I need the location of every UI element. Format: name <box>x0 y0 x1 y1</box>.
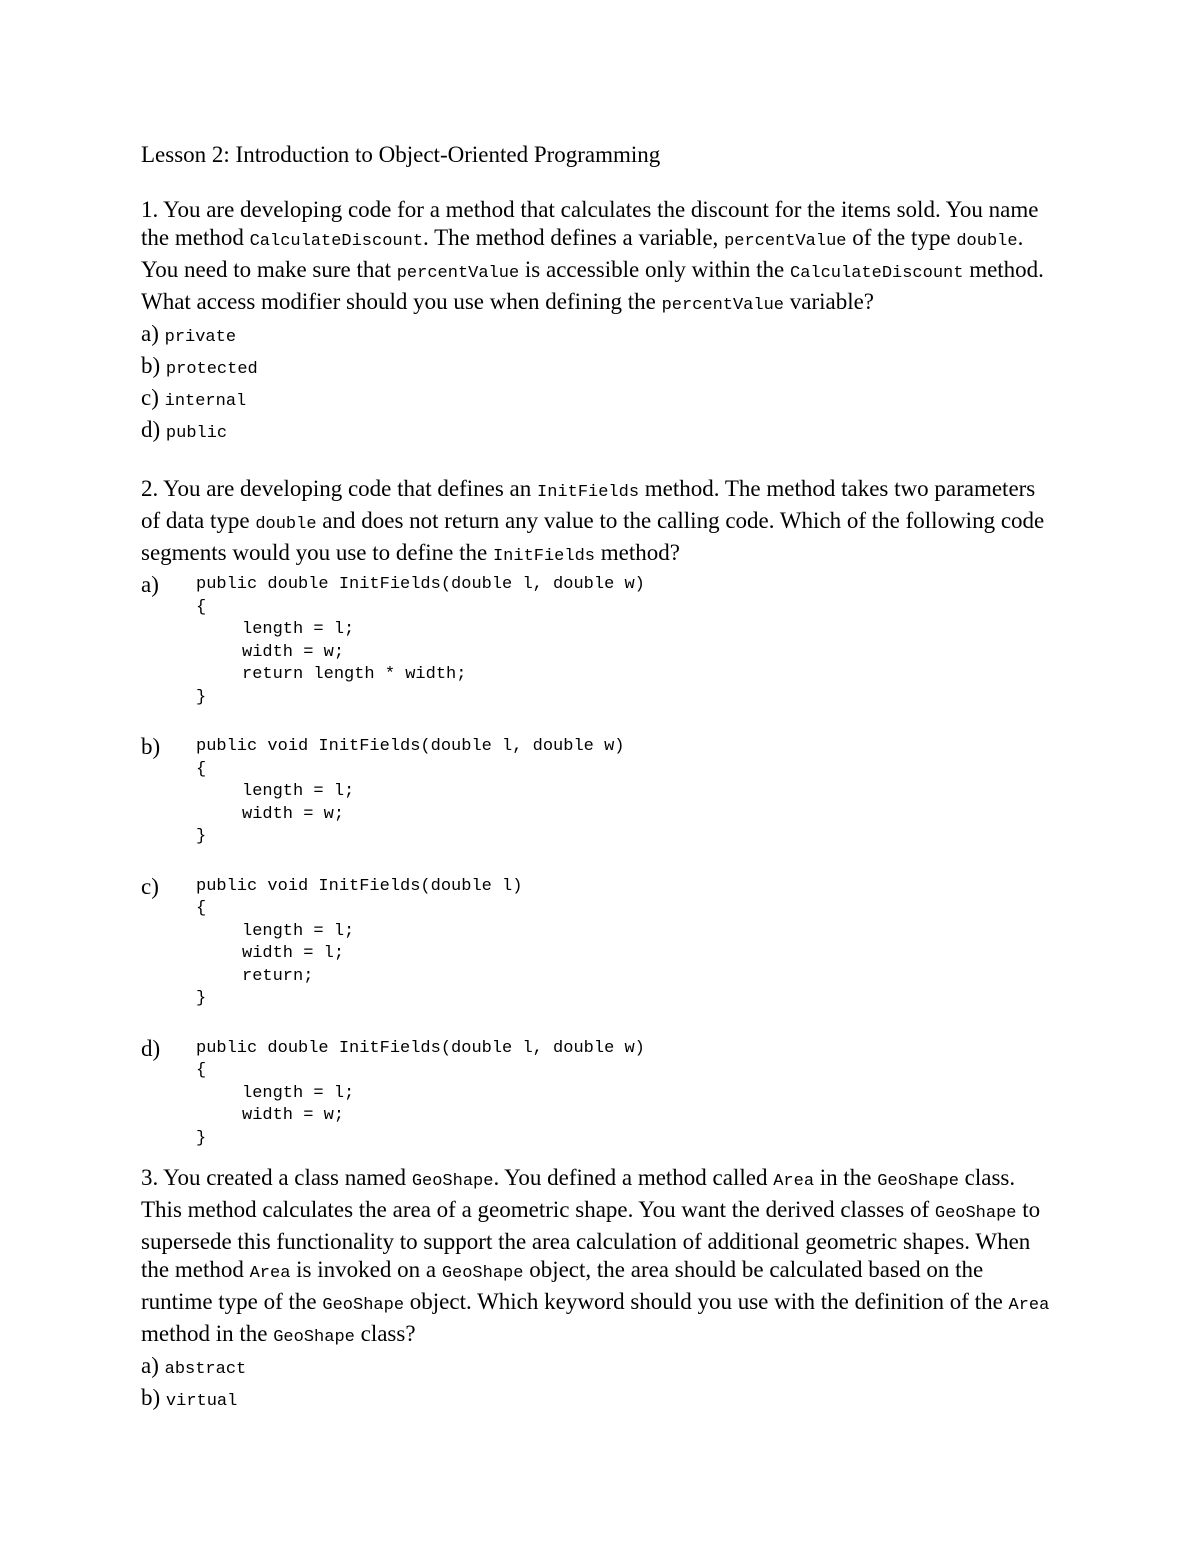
code-snippet <box>196 873 522 1011</box>
code-line: width = l; <box>242 944 345 963</box>
q3-text-part: to supersede this functionality to support the area calculation of additional geometric shapes. When the method <box>141 1197 1041 1282</box>
spacer <box>141 448 1051 475</box>
q1-code-term: percentValue <box>724 232 847 251</box>
q1-text-part: of the type <box>846 225 957 250</box>
code-line: } <box>196 827 207 846</box>
q1-text-part: . The method defines a variable, <box>423 225 725 250</box>
code-snippet <box>196 1035 645 1151</box>
q2-option-c <box>141 873 1051 1011</box>
code-line: width = w; <box>242 1106 345 1125</box>
question-1-text <box>141 196 1051 320</box>
q1-text-part: variable? <box>783 289 875 314</box>
spacer <box>141 1150 1051 1164</box>
q1-text-part: method. What access modifier should you use when defining the <box>141 257 1044 314</box>
option-letter: b) <box>141 353 166 378</box>
option-code: public <box>165 424 228 443</box>
code-line: { <box>196 597 207 617</box>
code-line: } <box>196 989 207 1008</box>
option-letter: a) <box>141 1353 165 1378</box>
q2-option-b <box>141 733 1051 849</box>
q1-option-b <box>141 352 1051 384</box>
q3-code-term: GeoShape <box>322 1296 405 1315</box>
code-snippet <box>196 571 645 709</box>
q1-option-d <box>141 416 1051 448</box>
q1-code-term: percentValue <box>661 296 784 315</box>
code-line: length = l; <box>242 1083 355 1103</box>
q3-text-part: . You defined a method called <box>493 1165 774 1190</box>
code-line: length = l; <box>242 620 355 639</box>
code-snippet <box>196 733 624 849</box>
q3-code-term: GeoShape <box>934 1204 1017 1223</box>
option-code: internal <box>164 392 247 411</box>
q3-code-term: GeoShape <box>441 1264 524 1283</box>
q3-code-term: GeoShape <box>411 1172 494 1191</box>
spacer <box>141 1011 1051 1035</box>
q2-option-a <box>141 571 1051 709</box>
q2-text-part: method? <box>595 540 680 565</box>
option-code: virtual <box>165 1392 238 1411</box>
option-letter: a) <box>141 572 159 597</box>
option-letter: d) <box>141 417 166 442</box>
q1-text-part: is accessible only within the <box>519 257 790 282</box>
code-line: { <box>196 1061 207 1080</box>
code-line: { <box>196 759 207 779</box>
document-page <box>141 141 1051 1416</box>
code-line: return length * width; <box>242 665 467 684</box>
q3-text-part: method in the <box>141 1321 274 1346</box>
code-line: public double InitFields(double l, double w) <box>196 1038 645 1058</box>
q3-text-part: object. Which keyword should you use with the definition of the <box>404 1289 1009 1314</box>
spacer <box>141 849 1051 873</box>
option-letter: a) <box>141 321 165 346</box>
q1-text-part: 1. You are developing code for a method that calculates the discount for the items sold. You name the method <box>141 197 1039 250</box>
q3-code-term: Area <box>773 1172 815 1191</box>
q3-text-part: is invoked on a <box>290 1257 442 1282</box>
code-line: length = l; <box>242 782 355 801</box>
code-line: public void InitFields(double l) <box>196 876 523 896</box>
q3-code-term: GeoShape <box>877 1172 959 1191</box>
q1-code-term: CalculateDiscount <box>790 264 964 283</box>
option-letter: d) <box>141 1035 161 1061</box>
option-code: protected <box>165 360 258 379</box>
q3-text-part: 3. You created a class named <box>141 1165 412 1190</box>
q3-code-term: GeoShape <box>273 1328 355 1347</box>
q3-code-term: Area <box>249 1264 291 1283</box>
code-line: return; <box>242 966 314 986</box>
option-code: abstract <box>164 1360 247 1379</box>
code-line: width = w; <box>242 804 345 824</box>
q1-code-term: percentValue <box>396 264 520 283</box>
q2-code-term: double <box>255 515 317 534</box>
code-line: { <box>196 899 207 918</box>
q2-text-part: 2. You are developing code that defines an <box>141 476 538 501</box>
q3-text-part: class. This method calculates the area of a geometric shape. You want the derived classes of <box>141 1165 1016 1222</box>
spacer <box>141 709 1051 733</box>
q3-text-part: in the <box>814 1165 878 1190</box>
option-code: private <box>164 328 237 347</box>
q2-text-part: and does not return any value to the calling code. Which of the following code segments would you use to define the <box>141 508 1045 565</box>
code-line: width = w; <box>242 642 345 662</box>
q3-option-a <box>141 1352 1051 1384</box>
q2-code-term: InitFields <box>537 483 640 502</box>
code-line: } <box>196 1128 207 1148</box>
question-3-text <box>141 1164 1051 1352</box>
q3-text-part: class? <box>354 1321 416 1346</box>
q3-code-term: Area <box>1008 1296 1050 1315</box>
code-line: public double InitFields(double l, double w) <box>196 575 645 594</box>
lesson-title: Lesson 2: Introduction to Object-Oriented Programming <box>141 142 661 167</box>
option-letter: c) <box>141 873 159 899</box>
q2-text-part: method. The method takes two parameters of data type <box>141 476 1036 533</box>
option-letter: b) <box>141 1385 166 1410</box>
code-line: } <box>196 687 207 707</box>
q1-code-term: double <box>956 232 1018 251</box>
q1-text-part: . You need to make sure that <box>141 225 1024 282</box>
q1-code-term: CalculateDiscount <box>249 232 424 251</box>
q3-text-part: object, the area should be calculated based on the runtime type of the <box>141 1257 984 1314</box>
code-line: public void InitFields(double l, double w) <box>196 737 625 756</box>
option-letter: c) <box>141 385 165 410</box>
q1-option-c <box>141 384 1051 416</box>
option-letter: b) <box>141 734 161 759</box>
question-2-text <box>141 475 1051 571</box>
q2-code-term: InitFields <box>492 547 595 566</box>
code-line: length = l; <box>242 921 355 941</box>
q3-option-b <box>141 1384 1051 1416</box>
q1-option-a <box>141 320 1051 352</box>
q2-option-d <box>141 1035 1051 1151</box>
